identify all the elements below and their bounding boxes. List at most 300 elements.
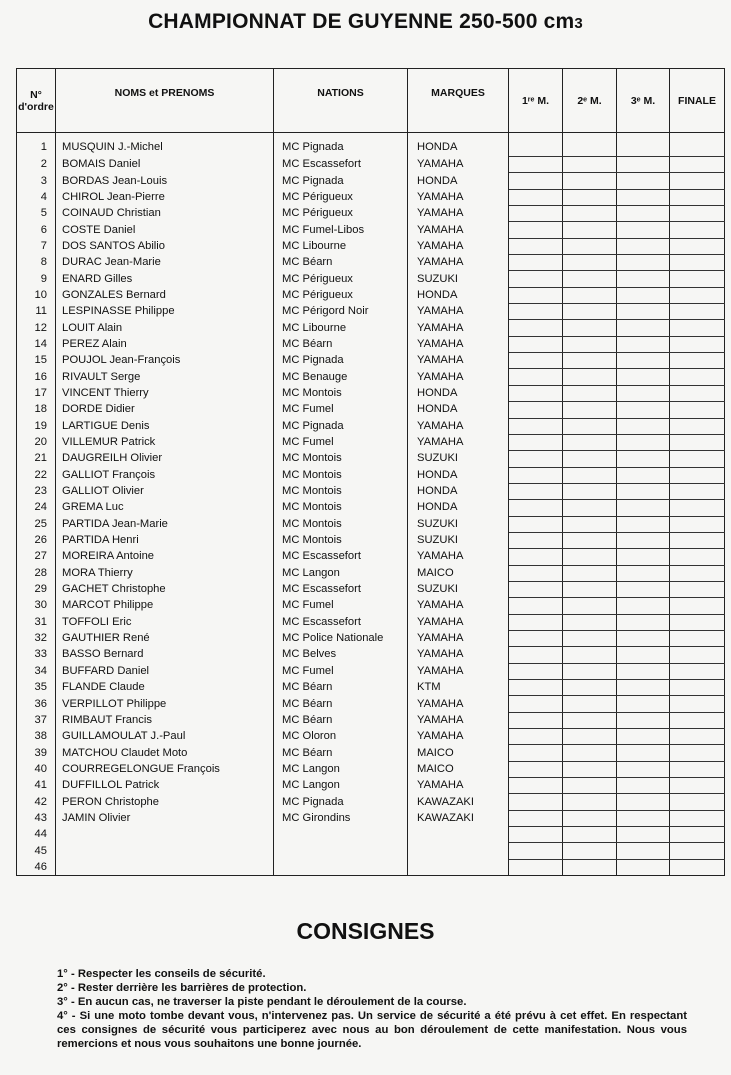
result-m2 (563, 320, 617, 336)
table-row (17, 353, 725, 369)
rider-nation: MC Béarn (274, 745, 408, 761)
result-m1 (509, 304, 563, 320)
result-finale (670, 418, 725, 434)
result-m2 (563, 434, 617, 450)
result-m2 (563, 133, 617, 157)
rider-marque: MAICO (408, 745, 509, 761)
rider-nation: MC Pignada (274, 418, 408, 434)
result-m2 (563, 532, 617, 548)
result-m3 (617, 434, 670, 450)
header-finale: FINALE (670, 69, 725, 133)
table-row (17, 238, 725, 254)
rider-nation: MC Montois (274, 483, 408, 499)
result-finale (670, 647, 725, 663)
rider-nation: MC Béarn (274, 696, 408, 712)
result-m3 (617, 516, 670, 532)
rider-marque: MAICO (408, 565, 509, 581)
result-finale (670, 712, 725, 728)
table-row (17, 827, 725, 843)
rider-name: DUFFILLOL Patrick (56, 778, 274, 794)
result-m1 (509, 434, 563, 450)
consigne-item: 4° - Si une moto tombe devant vous, n'intervenez pas. Un service de sécurité a été prévu à cet effet. En respectant ces consignes de sécurité vous participerez avec nous au bon déroulement de cette manifestation. Nous vous remercions et nous vous souhaitons une bonne journée. (57, 1010, 687, 1050)
rider-nation: MC Escassefort (274, 549, 408, 565)
row-num: 24 (17, 500, 56, 516)
result-m2 (563, 336, 617, 352)
result-m1 (509, 647, 563, 663)
result-m1 (509, 173, 563, 189)
rider-nation: MC Escassefort (274, 614, 408, 630)
table-row (17, 581, 725, 597)
rider-name: MORA Thierry (56, 565, 274, 581)
result-m1 (509, 483, 563, 499)
table-row (17, 369, 725, 385)
result-finale (670, 843, 725, 859)
rider-marque: YAMAHA (408, 369, 509, 385)
row-num: 21 (17, 451, 56, 467)
result-m2 (563, 402, 617, 418)
result-m1 (509, 467, 563, 483)
table-row (17, 843, 725, 859)
result-finale (670, 157, 725, 173)
result-m3 (617, 729, 670, 745)
header-m1: 1ʳᵉ M. (509, 69, 563, 133)
result-finale (670, 663, 725, 679)
result-m3 (617, 630, 670, 646)
row-num: 30 (17, 598, 56, 614)
table-header-row (17, 69, 725, 133)
result-finale (670, 794, 725, 810)
rider-nation: MC Périgord Noir (274, 304, 408, 320)
result-m3 (617, 287, 670, 303)
table-row (17, 418, 725, 434)
result-m1 (509, 745, 563, 761)
table-row (17, 647, 725, 663)
result-m3 (617, 843, 670, 859)
rider-nation: MC Fumel-Libos (274, 222, 408, 238)
rider-nation (274, 859, 408, 875)
table-row (17, 761, 725, 777)
rider-name: DORDE Didier (56, 402, 274, 418)
table-row (17, 133, 725, 157)
result-m1 (509, 369, 563, 385)
row-num: 35 (17, 680, 56, 696)
row-num: 43 (17, 810, 56, 826)
rider-name: MARCOT Philippe (56, 598, 274, 614)
result-m2 (563, 271, 617, 287)
rider-name: CHIROL Jean-Pierre (56, 189, 274, 205)
result-m3 (617, 778, 670, 794)
rider-nation: MC Belves (274, 647, 408, 663)
table-row (17, 565, 725, 581)
row-num: 22 (17, 467, 56, 483)
result-m2 (563, 680, 617, 696)
rider-marque: YAMAHA (408, 549, 509, 565)
result-m1 (509, 451, 563, 467)
rider-marque: HONDA (408, 500, 509, 516)
rider-name: TOFFOLI Eric (56, 614, 274, 630)
rider-marque: HONDA (408, 385, 509, 401)
result-m1 (509, 271, 563, 287)
result-m2 (563, 565, 617, 581)
rider-name: DAUGREILH Olivier (56, 451, 274, 467)
rider-nation: MC Béarn (274, 255, 408, 271)
table-row (17, 255, 725, 271)
result-m2 (563, 859, 617, 875)
table-row (17, 696, 725, 712)
riders-table (16, 68, 725, 876)
header-num: N° d'ordre (17, 69, 56, 133)
rider-name: GONZALES Bernard (56, 287, 274, 303)
rider-marque: HONDA (408, 483, 509, 499)
result-m1 (509, 729, 563, 745)
result-finale (670, 353, 725, 369)
result-m2 (563, 369, 617, 385)
result-m2 (563, 516, 617, 532)
result-m1 (509, 320, 563, 336)
rider-name: PEREZ Alain (56, 336, 274, 352)
result-m3 (617, 647, 670, 663)
result-m1 (509, 516, 563, 532)
result-m2 (563, 745, 617, 761)
rider-marque: YAMAHA (408, 696, 509, 712)
result-m1 (509, 614, 563, 630)
rider-marque: MAICO (408, 761, 509, 777)
result-m1 (509, 761, 563, 777)
result-m1 (509, 353, 563, 369)
rider-name: MOREIRA Antoine (56, 549, 274, 565)
rider-marque (408, 859, 509, 875)
title-unit-subscript: 3 (574, 15, 583, 32)
result-m2 (563, 500, 617, 516)
result-finale (670, 133, 725, 157)
table-row (17, 810, 725, 826)
rider-nation: MC Montois (274, 451, 408, 467)
table-row (17, 549, 725, 565)
table-row (17, 189, 725, 205)
result-m2 (563, 581, 617, 597)
result-m2 (563, 696, 617, 712)
result-finale (670, 451, 725, 467)
row-num: 28 (17, 565, 56, 581)
rider-nation: MC Béarn (274, 680, 408, 696)
rider-marque: KAWAZAKI (408, 810, 509, 826)
rider-nation: MC Libourne (274, 320, 408, 336)
result-m3 (617, 451, 670, 467)
result-m3 (617, 794, 670, 810)
row-num: 31 (17, 614, 56, 630)
result-m3 (617, 859, 670, 875)
rider-marque: YAMAHA (408, 712, 509, 728)
result-m2 (563, 598, 617, 614)
rider-name: POUJOL Jean-François (56, 353, 274, 369)
rider-nation: MC Escassefort (274, 157, 408, 173)
row-num: 44 (17, 827, 56, 843)
rider-name: MUSQUIN J.-Michel (56, 133, 274, 157)
result-m1 (509, 859, 563, 875)
result-m2 (563, 614, 617, 630)
result-m3 (617, 598, 670, 614)
result-finale (670, 369, 725, 385)
rider-marque: HONDA (408, 287, 509, 303)
rider-nation: MC Oloron (274, 729, 408, 745)
consignes-list (57, 967, 687, 1051)
consigne-item: 1° - Respecter les conseils de sécurité. (57, 968, 266, 980)
result-m3 (617, 304, 670, 320)
result-m2 (563, 385, 617, 401)
result-m2 (563, 630, 617, 646)
result-m1 (509, 238, 563, 254)
result-m3 (617, 712, 670, 728)
rider-marque: SUZUKI (408, 271, 509, 287)
result-m1 (509, 696, 563, 712)
result-finale (670, 778, 725, 794)
header-m2: 2ᵉ M. (563, 69, 617, 133)
result-m3 (617, 238, 670, 254)
row-num: 17 (17, 385, 56, 401)
result-finale (670, 385, 725, 401)
result-m1 (509, 712, 563, 728)
rider-nation: MC Périgueux (274, 206, 408, 222)
row-num: 39 (17, 745, 56, 761)
rider-name: BORDAS Jean-Louis (56, 173, 274, 189)
result-m2 (563, 761, 617, 777)
result-m3 (617, 189, 670, 205)
result-finale (670, 581, 725, 597)
row-num: 2 (17, 157, 56, 173)
table-row (17, 663, 725, 679)
result-finale (670, 549, 725, 565)
table-row (17, 157, 725, 173)
result-m1 (509, 206, 563, 222)
result-m2 (563, 794, 617, 810)
table-row (17, 222, 725, 238)
rider-name: GALLIOT Olivier (56, 483, 274, 499)
table-row (17, 712, 725, 728)
result-finale (670, 483, 725, 499)
rider-marque: SUZUKI (408, 532, 509, 548)
result-m2 (563, 222, 617, 238)
result-finale (670, 827, 725, 843)
rider-nation: MC Girondins (274, 810, 408, 826)
rider-marque: HONDA (408, 402, 509, 418)
result-m1 (509, 255, 563, 271)
result-m2 (563, 647, 617, 663)
result-m1 (509, 663, 563, 679)
result-m3 (617, 696, 670, 712)
result-m3 (617, 663, 670, 679)
row-num: 6 (17, 222, 56, 238)
rider-marque: YAMAHA (408, 206, 509, 222)
result-m1 (509, 402, 563, 418)
rider-marque: YAMAHA (408, 614, 509, 630)
table-row (17, 271, 725, 287)
result-m3 (617, 680, 670, 696)
rider-nation: MC Montois (274, 385, 408, 401)
consigne-item: 3° - En aucun cas, ne traverser la piste pendant le déroulement de la course. (57, 996, 467, 1008)
result-m3 (617, 532, 670, 548)
row-num: 23 (17, 483, 56, 499)
rider-marque: YAMAHA (408, 778, 509, 794)
result-m3 (617, 745, 670, 761)
table-row (17, 434, 725, 450)
row-num: 9 (17, 271, 56, 287)
result-m1 (509, 843, 563, 859)
rider-name: JAMIN Olivier (56, 810, 274, 826)
result-m2 (563, 157, 617, 173)
table-row (17, 336, 725, 352)
result-finale (670, 810, 725, 826)
rider-nation: MC Périgueux (274, 189, 408, 205)
result-m3 (617, 761, 670, 777)
rider-nation: MC Escassefort (274, 581, 408, 597)
rider-name: DOS SANTOS Abilio (56, 238, 274, 254)
result-finale (670, 206, 725, 222)
row-num: 11 (17, 304, 56, 320)
rider-nation: MC Benauge (274, 369, 408, 385)
rider-name (56, 843, 274, 859)
result-m1 (509, 133, 563, 157)
rider-name: FLANDE Claude (56, 680, 274, 696)
rider-name (56, 827, 274, 843)
table-row (17, 451, 725, 467)
result-finale (670, 761, 725, 777)
result-m1 (509, 581, 563, 597)
consignes-title: CONSIGNES (296, 918, 435, 944)
result-finale (670, 238, 725, 254)
table-row (17, 385, 725, 401)
result-m3 (617, 827, 670, 843)
row-num: 19 (17, 418, 56, 434)
result-m3 (617, 385, 670, 401)
header-name: NOMS et PRENOMS (56, 69, 274, 133)
result-m2 (563, 663, 617, 679)
result-m1 (509, 418, 563, 434)
rider-name: PARTIDA Jean-Marie (56, 516, 274, 532)
result-finale (670, 630, 725, 646)
result-m1 (509, 680, 563, 696)
result-m2 (563, 173, 617, 189)
rider-name: GALLIOT François (56, 467, 274, 483)
result-m2 (563, 827, 617, 843)
rider-nation: MC Montois (274, 500, 408, 516)
row-num: 40 (17, 761, 56, 777)
result-m2 (563, 467, 617, 483)
result-m1 (509, 532, 563, 548)
result-m2 (563, 418, 617, 434)
rider-marque: HONDA (408, 173, 509, 189)
result-finale (670, 598, 725, 614)
rider-marque: YAMAHA (408, 434, 509, 450)
table-row (17, 483, 725, 499)
result-m2 (563, 778, 617, 794)
table-row (17, 173, 725, 189)
page-title (0, 10, 731, 34)
rider-name: VINCENT Thierry (56, 385, 274, 401)
row-num: 14 (17, 336, 56, 352)
rider-marque: YAMAHA (408, 238, 509, 254)
header-m3: 3ᵉ M. (617, 69, 670, 133)
result-m2 (563, 304, 617, 320)
table-row (17, 304, 725, 320)
rider-name: GACHET Christophe (56, 581, 274, 597)
result-finale (670, 434, 725, 450)
row-num: 7 (17, 238, 56, 254)
result-m3 (617, 418, 670, 434)
result-finale (670, 402, 725, 418)
row-num: 18 (17, 402, 56, 418)
table-row (17, 598, 725, 614)
result-finale (670, 565, 725, 581)
row-num: 37 (17, 712, 56, 728)
result-m2 (563, 206, 617, 222)
rider-nation: MC Fumel (274, 663, 408, 679)
rider-nation: MC Langon (274, 778, 408, 794)
rider-marque: HONDA (408, 133, 509, 157)
rider-name: RIMBAUT Francis (56, 712, 274, 728)
result-m2 (563, 712, 617, 728)
consigne-item: 2° - Rester derrière les barrières de protection. (57, 982, 307, 994)
result-m3 (617, 206, 670, 222)
row-num: 12 (17, 320, 56, 336)
result-finale (670, 222, 725, 238)
row-num: 32 (17, 630, 56, 646)
result-m1 (509, 287, 563, 303)
table-row (17, 206, 725, 222)
row-num: 3 (17, 173, 56, 189)
table-row (17, 516, 725, 532)
result-finale (670, 304, 725, 320)
row-num: 26 (17, 532, 56, 548)
result-m3 (617, 336, 670, 352)
rider-marque: YAMAHA (408, 255, 509, 271)
result-m1 (509, 385, 563, 401)
table-row (17, 532, 725, 548)
rider-marque: YAMAHA (408, 189, 509, 205)
rider-nation: MC Pignada (274, 133, 408, 157)
result-m3 (617, 565, 670, 581)
row-num: 45 (17, 843, 56, 859)
rider-nation: MC Périgueux (274, 287, 408, 303)
result-m3 (617, 549, 670, 565)
result-m1 (509, 549, 563, 565)
rider-name (56, 859, 274, 875)
rider-name: BASSO Bernard (56, 647, 274, 663)
rider-nation: MC Fumel (274, 598, 408, 614)
result-m1 (509, 794, 563, 810)
rider-marque: YAMAHA (408, 304, 509, 320)
rider-marque: HONDA (408, 467, 509, 483)
rider-nation: MC Langon (274, 761, 408, 777)
row-num: 16 (17, 369, 56, 385)
table-row (17, 680, 725, 696)
rider-marque: YAMAHA (408, 630, 509, 646)
row-num: 4 (17, 189, 56, 205)
result-m2 (563, 549, 617, 565)
rider-name: PERON Christophe (56, 794, 274, 810)
table-body (17, 133, 725, 876)
rider-nation: MC Béarn (274, 336, 408, 352)
rider-name: PARTIDA Henri (56, 532, 274, 548)
result-m2 (563, 287, 617, 303)
result-m3 (617, 402, 670, 418)
row-num: 46 (17, 859, 56, 875)
table-row (17, 859, 725, 875)
rider-name: COINAUD Christian (56, 206, 274, 222)
rider-name: COURREGELONGUE François (56, 761, 274, 777)
result-finale (670, 467, 725, 483)
rider-marque: SUZUKI (408, 581, 509, 597)
row-num: 41 (17, 778, 56, 794)
